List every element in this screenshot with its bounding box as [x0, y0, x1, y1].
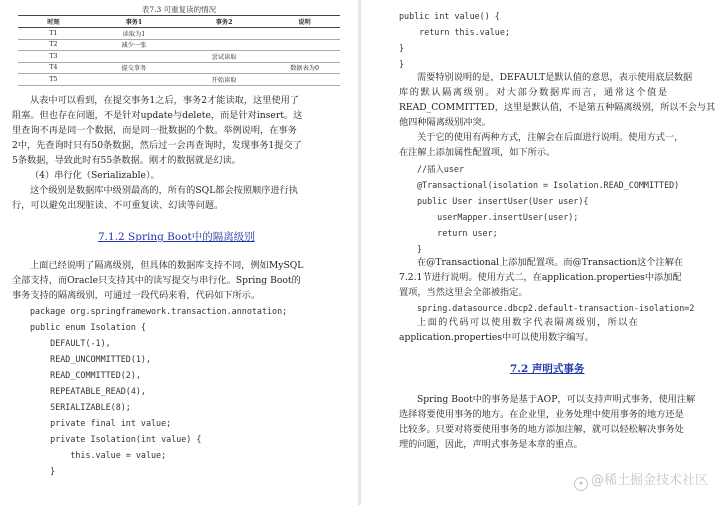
code-line: }: [399, 43, 405, 53]
body-text: 在@Transactional上添加配置项。而@Transaction这个注解在: [417, 257, 684, 268]
table-header: 说明: [269, 16, 340, 28]
body-text: （4）串行化（Serializable）。: [30, 170, 160, 181]
body-text: 里查询不再是同一个数据，而是同一批数据的个数。举例说明，在事务: [12, 125, 297, 136]
body-text: 全部支持，而Oracle只支持其中的读写提交与串行化。Spring Boot的: [12, 275, 301, 286]
body-text: 从表中可以看到，在提交事务1之后，事务2才能读取，这里使用了: [30, 95, 299, 106]
body-text: 这个级别是数据库中级别最高的，所有的SQL都会按照顺序进行执: [30, 185, 298, 196]
code-line: }: [30, 466, 56, 476]
table-header-row: [18, 16, 340, 28]
table-cell: [89, 74, 179, 86]
table-cell: T1: [18, 28, 89, 40]
code-line: userMapper.insertUser(user);: [417, 212, 579, 222]
code-line: }: [417, 244, 423, 254]
body-text: 比较多。只要对将要使用事务的地方添加注解，就可以轻松解决事务处: [399, 424, 684, 435]
code-line: READ_COMMITTED(2),: [30, 370, 141, 380]
body-text: 他四种隔离级别冲突。: [399, 117, 491, 128]
watermark-icon: ✦: [574, 477, 588, 491]
body-text: application.properties中可以使用数字编写。: [399, 332, 594, 343]
body-text: 上面已经说明了隔离级别，但具体的数据库支持不同，例如MySQL: [30, 260, 304, 271]
code-line: return user;: [417, 228, 498, 238]
body-text: 库的默认隔离级别。对大部分数据库而言，通常这个值是: [399, 87, 669, 98]
table-cell: [269, 51, 340, 63]
table-cell: T5: [18, 74, 89, 86]
code-line: return this.value;: [399, 27, 510, 37]
code-line: spring.datasource.dbcp2.default-transaction-isolation=2: [417, 303, 695, 313]
code-line: DEFAULT(-1),: [30, 338, 111, 348]
code-line: REPEATABLE_READ(4),: [30, 386, 146, 396]
table-row: [18, 39, 340, 51]
table-caption: 表7.3 可重复读的情况: [141, 5, 217, 14]
code-line: }: [399, 59, 405, 69]
body-text: 在注解上添加属性配置项，如下所示。: [399, 147, 556, 158]
code-line: public User insertUser(User user){: [417, 196, 589, 206]
code-line: public int value() {: [399, 11, 500, 21]
code-line: private final int value;: [30, 418, 172, 428]
table-cell: [89, 51, 179, 63]
body-text: 5条数据，导致此时有55条数据。刚才的数据就是幻读。: [12, 155, 241, 166]
table-header: 事务2: [179, 16, 269, 28]
body-text: 置项，当然这里会全部被指定。: [399, 287, 528, 298]
table-cell: [269, 39, 340, 51]
table-cell: 尝试读取: [179, 51, 269, 63]
table-cell: T4: [18, 62, 89, 74]
isolation-table: [18, 15, 340, 86]
table-cell: [179, 62, 269, 74]
table-cell: 开始读取: [179, 74, 269, 86]
table-row: [18, 74, 340, 86]
table-cell: T2: [18, 39, 89, 51]
body-text: 阻塞。但也存在问题，不是针对update与delete，而是针对insert。这: [12, 110, 303, 121]
body-text: 事务支持的隔离级别，可通过一段代码来看，代码如下所示。: [12, 290, 261, 301]
code-line: @Transactional(isolation = Isolation.READ_COMMITTED): [417, 180, 680, 190]
section-heading: 7.1.2 Spring Boot中的隔离级别: [98, 231, 255, 243]
table-row: [18, 28, 340, 40]
code-line: public enum Isolation {: [30, 322, 146, 332]
table-cell: [269, 28, 340, 40]
body-text: 7.2.1节进行说明。使用方式二，在application.properties中添加配: [399, 272, 682, 283]
body-text: 行，可以避免出现脏读、不可重复读、幻读等问题。: [12, 200, 224, 211]
body-text: 需要特别说明的是，DEFAULT是默认值的意思，表示使用底层数据: [417, 72, 693, 83]
right-page: [361, 0, 720, 505]
table-row: [18, 62, 340, 74]
table-row: [18, 51, 340, 63]
body-text: 关于它的使用有两种方式，注解会在后面进行说明。使用方式一，: [417, 132, 684, 143]
table-cell: 数据表为0: [269, 62, 340, 74]
table-header: 事务1: [89, 16, 179, 28]
body-text: 理的问题，因此，声明式事务是本章的重点。: [399, 439, 583, 450]
code-line: SERIALIZABLE(8);: [30, 402, 131, 412]
watermark: [574, 469, 708, 491]
table-cell: 提交事务: [89, 62, 179, 74]
table-cell: [179, 28, 269, 40]
table-cell: [179, 39, 269, 51]
watermark-text: @稀土掘金技术社区: [590, 473, 708, 488]
table-cell: [269, 74, 340, 86]
body-text: 上面的代码可以使用数字代表隔离级别，所以在: [417, 317, 640, 328]
code-line: //插入user: [417, 164, 465, 174]
code-line: private Isolation(int value) {: [30, 434, 202, 444]
code-line: READ_UNCOMMITTED(1),: [30, 354, 152, 364]
body-text: READ_COMMITTED，这里是默认值，不是第五种隔离级别，所以不会与其: [399, 102, 716, 113]
table-header: 时刻: [18, 16, 89, 28]
table-cell: 减少一张: [89, 39, 179, 51]
section-heading: 7.2 声明式事务: [510, 363, 585, 375]
table-cell: 读取为1: [89, 28, 179, 40]
body-text: 2中，先查询时只有50条数据，然后过一会再查询时，发现事务1提交了: [12, 140, 302, 151]
code-line: package org.springframework.transaction.annotation;: [30, 306, 288, 316]
body-text: 选择将要使用事务的地方。在企业里，业务处理中使用事务的地方还是: [399, 409, 684, 420]
body-text: Spring Boot中的事务是基于AOP，可以支持声明式事务，使用注解: [417, 394, 696, 405]
code-line: this.value = value;: [30, 450, 167, 460]
table-cell: T3: [18, 51, 89, 63]
left-page: [0, 0, 358, 505]
